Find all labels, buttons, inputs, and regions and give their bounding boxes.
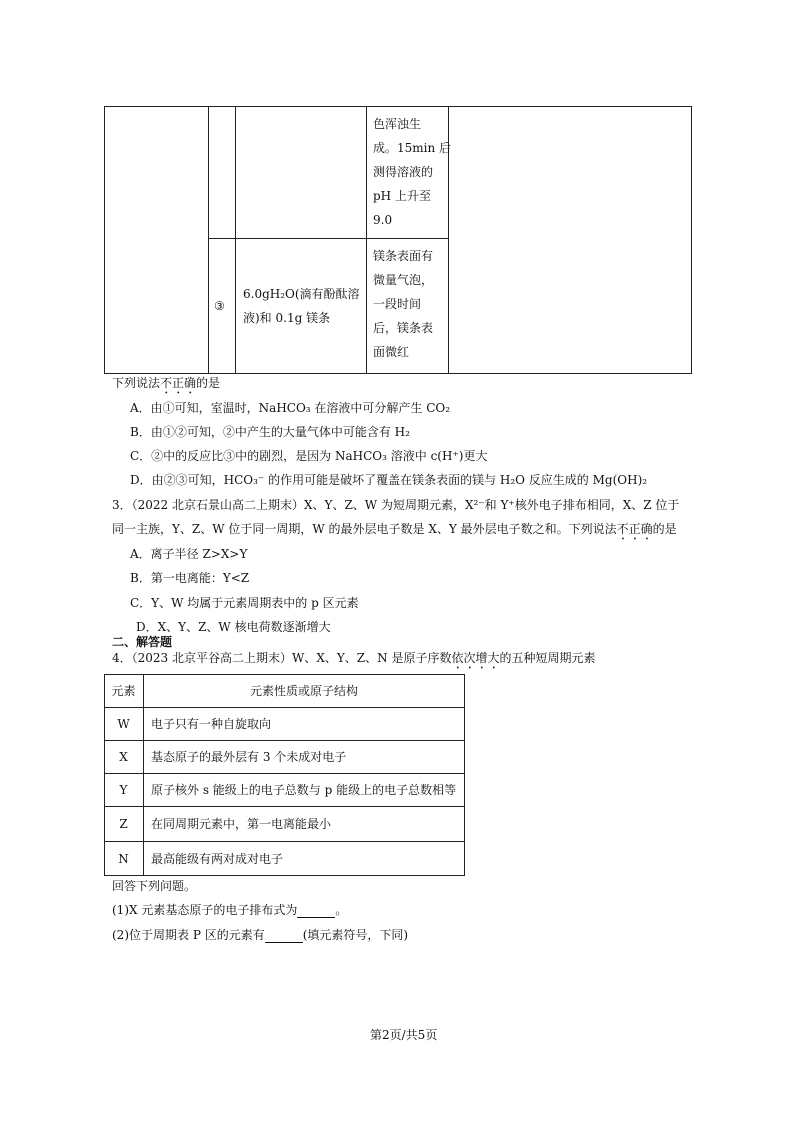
table-cell-symbol: W <box>117 716 130 731</box>
q3-option-b: B．第一电离能：Y<Z <box>130 571 250 585</box>
q3-stem-pre: 同一主族，Y、Z、W 位于同一周期，W 的最外层电子数是 X、Y 最外层电子数之和。下列说法 <box>112 522 617 536</box>
q4-stem-emphasis: 依次增大 <box>451 651 500 665</box>
q2-stem <box>112 375 220 397</box>
q3-option-d: D．X、Y、Z、W 核电荷数逐渐增大 <box>136 620 331 634</box>
q2-stem-emphasis: 不正确 <box>160 376 197 390</box>
q4-stem <box>112 650 595 672</box>
table-cell-desc: 基态原子的最外层有 3 个未成对电子 <box>151 750 347 764</box>
q2-option-a: A．由①可知，室温时，NaHCO₃ 在溶液中可分解产生 CO₂ <box>130 401 451 415</box>
table-cell-symbol: X <box>119 749 128 764</box>
table-vline <box>208 106 209 374</box>
q4-sub2-pre: (2)位于周期表 P 区的元素有 <box>112 928 265 942</box>
table-vline <box>235 106 236 374</box>
q4-sub2 <box>112 927 408 943</box>
q2-stem-pre: 下列说法 <box>112 376 161 390</box>
cell-line: 后，镁条表 <box>373 321 434 335</box>
table-cell-desc: 原子核外 s 能级上的电子总数与 p 能级上的电子总数相等 <box>151 783 457 797</box>
q2-option-d: D．由②③可知，HCO₃⁻ 的作用可能是破坏了覆盖在镁条表面的镁与 H₂O 反应生成的 Mg(OH)₂ <box>130 473 648 487</box>
cell-line: 微量气泡， <box>373 273 434 287</box>
table-cell-desc: 电子只有一种自旋取向 <box>151 717 272 731</box>
q4-answer-intro: 回答下列问题。 <box>112 879 197 893</box>
cell-line: 测得溶液的 <box>373 165 434 179</box>
table-cell-symbol: N <box>118 851 129 866</box>
section-title: 二、解答题 <box>112 635 173 649</box>
q2-option-c: C．②中的反应比③中的剧烈，是因为 NaHCO₃ 溶液中 c(H⁺)更大 <box>130 449 488 463</box>
q3-stem-emphasis: 不正确 <box>616 522 653 536</box>
cell-line: pH 上升至 <box>373 189 431 203</box>
q3-stem-line2 <box>112 521 677 543</box>
q4-sub1-pre: (1)X 元素基态原子的电子排布式为 <box>112 903 298 917</box>
table-cell-symbol: Z <box>119 816 128 831</box>
page-footer: 第2页/共5页 <box>370 1028 438 1042</box>
cell-line: 色浑浊生 <box>373 117 422 131</box>
cell-line: 成。15min 后 <box>373 141 452 155</box>
cell-line: 6.0gH₂O(滴有酚酞溶 <box>243 287 360 301</box>
q3-stem-post: 的是 <box>652 522 677 536</box>
q4-sub2-post: (填元素符号，下同) <box>302 928 409 942</box>
table-cell-symbol: Y <box>119 782 128 797</box>
row2-id: ③ <box>214 299 225 313</box>
answer-blank[interactable] <box>297 905 335 918</box>
q4-stem-post: 的五种短周期元素 <box>499 651 596 665</box>
table-cell-desc: 在同周期元素中，第一电离能最小 <box>151 817 332 831</box>
table-cell-desc: 最高能级有两对成对电子 <box>151 852 284 866</box>
table-header-element: 元素 <box>111 684 136 698</box>
table-vline <box>366 106 367 374</box>
cell-line: 液)和 0.1g 镁条 <box>243 311 331 325</box>
q3-option-c: C．Y、W 均属于元素周期表中的 p 区元素 <box>130 596 359 610</box>
answer-blank[interactable] <box>265 930 303 943</box>
cell-line: 镁条表面有 <box>373 249 434 263</box>
q2-option-b: B．由①②可知，②中产生的大量气体中可能含有 H₂ <box>130 425 410 439</box>
q4-sub1 <box>112 902 347 918</box>
q2-stem-post: 的是 <box>196 376 221 390</box>
cell-line: 9.0 <box>373 213 393 227</box>
q3-stem-line1: 3．（2022 北京石景山高二上期末）X、Y、Z、W 为短周期元素，X²⁻和 Y⁺核外电子排布相同，X、Z 位于 <box>112 498 680 512</box>
cell-line: 一段时间 <box>373 297 422 311</box>
table-hline <box>208 238 448 239</box>
table-header-property: 元素性质或原子结构 <box>249 684 358 698</box>
q3-option-a: A．离子半径 Z>X>Y <box>130 547 248 561</box>
q4-stem-pre: 4．（2023 北京平谷高二上期末）W、X、Y、Z、N 是原子序数 <box>112 651 452 665</box>
q4-sub1-post: 。 <box>335 903 348 917</box>
cell-line: 面微红 <box>373 345 410 359</box>
